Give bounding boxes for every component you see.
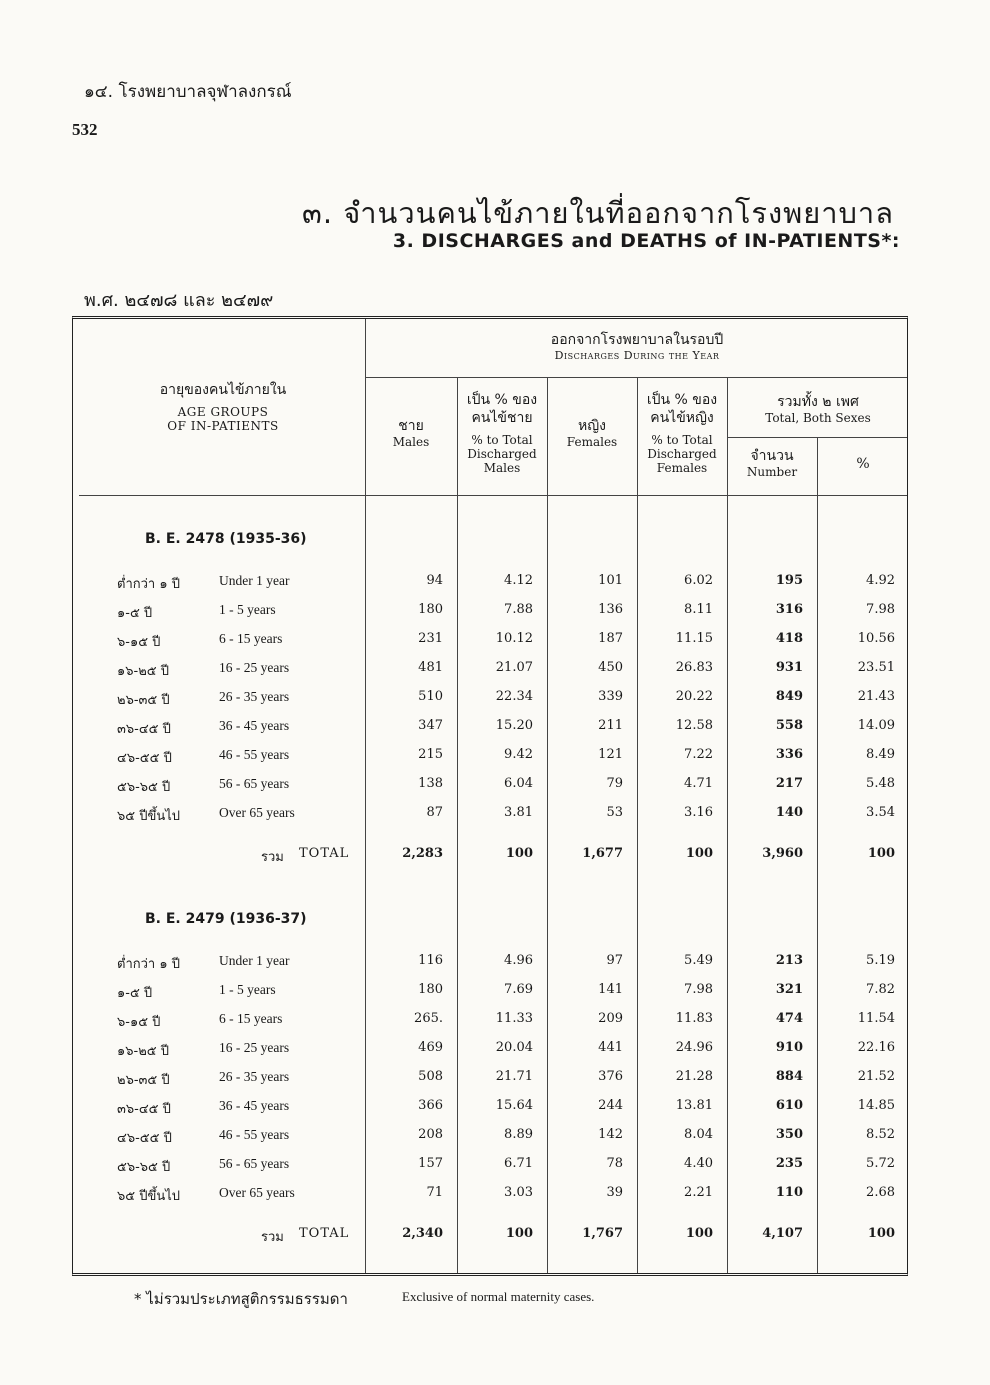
cell-total: 931	[775, 660, 803, 675]
males-header-thai: ชาย	[398, 418, 424, 434]
year-heading: B. E. 2479 (1936-37)	[145, 911, 307, 927]
cell-pct-m: 22.34	[495, 689, 533, 704]
total-cell-total: 3,960	[762, 846, 803, 861]
age-group-thai: ๒๖-๓๕ ปี	[117, 1073, 170, 1088]
cell-total: 884	[775, 1069, 803, 1084]
cell-total: 316	[775, 602, 803, 617]
cell-pct-f: 5.49	[684, 953, 713, 968]
age-group-header-thai: อายุของคนไข้ภายใน	[159, 382, 287, 398]
cell-pct-m: 21.71	[495, 1069, 533, 1084]
cell-pct-t: 10.56	[857, 631, 895, 646]
total-both-sexes-header-en: Total, Both Sexes	[765, 411, 871, 425]
table-row	[73, 1185, 909, 1213]
table-row	[73, 953, 909, 981]
cell-pct-m: 4.12	[504, 573, 533, 588]
age-group-header	[93, 381, 353, 433]
cell-pct-t: 22.16	[857, 1040, 895, 1055]
table-row	[73, 982, 909, 1010]
cell-pct-m: 21.07	[495, 660, 533, 675]
cell-pct-t: 7.82	[866, 982, 895, 997]
total-label-en: TOTAL	[299, 1226, 350, 1241]
cell-pct-f: 4.40	[684, 1156, 713, 1171]
number-header-en: Number	[746, 465, 798, 479]
age-group-en: 36 - 45 years	[219, 1098, 290, 1113]
cell-pct-t: 3.54	[866, 805, 895, 820]
cell-pct-f: 13.81	[675, 1098, 713, 1113]
females-header-thai: หญิง	[578, 418, 606, 434]
total-cell-pct-m: 100	[505, 846, 533, 861]
cell-total: 140	[775, 805, 803, 820]
age-group-thai: ๑-๕ ปี	[117, 986, 153, 1001]
total-both-sexes-header-thai: รวมทั้ง ๒ เพศ	[777, 394, 859, 410]
cell-pct-f: 11.15	[675, 631, 713, 646]
discharges-table	[72, 316, 908, 1276]
age-group-thai: ๒๖-๓๕ ปี	[117, 693, 170, 708]
age-group-thai: ๖๕ ปีขึ้นไป	[117, 1189, 181, 1204]
cell-total: 195	[775, 573, 803, 588]
cell-females: 97	[606, 953, 623, 968]
cell-pct-m: 8.89	[504, 1127, 533, 1142]
cell-pct-f: 11.83	[675, 1011, 713, 1026]
table-row	[73, 689, 909, 717]
age-group-thai: ๓๖-๔๕ ปี	[117, 1102, 171, 1117]
cell-males: 71	[426, 1185, 443, 1200]
cell-males: 508	[418, 1069, 443, 1084]
cell-females: 244	[598, 1098, 623, 1113]
cell-females: 78	[606, 1156, 623, 1171]
pct-females-header-en-1: % to Total	[651, 433, 713, 447]
total-cell-pct-t: 100	[867, 846, 895, 861]
age-group-thai: ๖๕ ปีขึ้นไป	[117, 809, 181, 824]
cell-pct-t: 5.19	[866, 953, 895, 968]
cell-pct-f: 7.98	[684, 982, 713, 997]
table-row	[73, 660, 909, 688]
table-title-en: 3. DISCHARGES and DEATHS of IN-PATIENTS*:	[392, 230, 900, 252]
total-cell-males: 2,340	[402, 1226, 443, 1241]
age-group-thai: ๑๖-๒๕ ปี	[117, 1044, 169, 1059]
cell-males: 208	[418, 1127, 443, 1142]
pct-females-header-thai-2: คนไข้หญิง	[650, 410, 714, 426]
cell-males: 510	[418, 689, 443, 704]
cell-pct-m: 7.88	[504, 602, 533, 617]
age-group-thai: ๑๖-๒๕ ปี	[117, 664, 169, 679]
cell-males: 87	[426, 805, 443, 820]
cell-pct-m: 6.04	[504, 776, 533, 791]
cell-total: 610	[775, 1098, 803, 1113]
cell-females: 209	[598, 1011, 623, 1026]
cell-males: 116	[418, 953, 443, 968]
total-both-sexes-header	[727, 393, 909, 425]
cell-pct-t: 14.09	[857, 718, 895, 733]
cell-total: 217	[775, 776, 803, 791]
age-group-en: 16 - 25 years	[219, 660, 290, 675]
cell-pct-f: 4.71	[684, 776, 713, 791]
cell-pct-f: 12.58	[675, 718, 713, 733]
cell-total: 474	[775, 1011, 803, 1026]
page-number: 532	[72, 120, 98, 139]
cell-females: 187	[598, 631, 623, 646]
cell-total: 350	[775, 1127, 803, 1142]
pct-males-header-thai-2: คนไข้ชาย	[471, 410, 533, 426]
table-row	[73, 718, 909, 746]
table-row	[73, 631, 909, 659]
cell-pct-f: 3.16	[684, 805, 713, 820]
table-row	[73, 1040, 909, 1068]
cell-females: 450	[598, 660, 623, 675]
age-group-thai: ๔๖-๕๕ ปี	[117, 751, 172, 766]
pct-females-header-thai-1: เป็น % ของ	[646, 392, 718, 408]
cell-total: 213	[775, 953, 803, 968]
cell-females: 441	[598, 1040, 623, 1055]
age-group-en: 46 - 55 years	[219, 1127, 290, 1142]
age-group-thai: ๑-๕ ปี	[117, 606, 153, 621]
age-group-thai: ต่ำกว่า ๑ ปี	[117, 957, 180, 972]
cell-females: 79	[606, 776, 623, 791]
total-label-thai: รวม	[261, 850, 284, 865]
header-rule	[727, 437, 907, 438]
cell-pct-f: 20.22	[675, 689, 713, 704]
cell-total: 321	[775, 982, 803, 997]
cell-pct-m: 11.33	[495, 1011, 533, 1026]
cell-females: 101	[598, 573, 623, 588]
total-cell-pct-f: 100	[685, 1226, 713, 1241]
cell-pct-m: 15.20	[495, 718, 533, 733]
cell-pct-m: 3.81	[504, 805, 533, 820]
age-group-en: 6 - 15 years	[219, 1011, 283, 1026]
cell-total: 110	[775, 1185, 803, 1200]
cell-pct-m: 15.64	[495, 1098, 533, 1113]
pct-males-header-en-3: Males	[483, 461, 521, 475]
table-row	[73, 573, 909, 601]
age-group-en: Under 1 year	[219, 953, 290, 968]
cell-pct-f: 7.22	[684, 747, 713, 762]
table-row	[73, 805, 909, 833]
cell-females: 141	[598, 982, 623, 997]
cell-males: 265.	[414, 1011, 443, 1026]
age-group-en: 16 - 25 years	[219, 1040, 290, 1055]
cell-pct-t: 5.48	[866, 776, 895, 791]
total-label-thai: รวม	[261, 1230, 284, 1245]
section-title: ๑๔. โรงพยาบาลจุฬาลงกรณ์	[84, 82, 292, 102]
table-row	[73, 776, 909, 804]
cell-pct-f: 2.21	[684, 1185, 713, 1200]
age-group-en: 56 - 65 years	[219, 1156, 290, 1171]
cell-total: 336	[775, 747, 803, 762]
age-group-en: 26 - 35 years	[219, 1069, 290, 1084]
total-cell-pct-m: 100	[505, 1226, 533, 1241]
cell-males: 215	[418, 747, 443, 762]
table-row	[73, 1098, 909, 1126]
cell-pct-f: 8.11	[684, 602, 713, 617]
age-group-en: Over 65 years	[219, 805, 295, 820]
age-group-thai: ๔๖-๕๕ ปี	[117, 1131, 172, 1146]
cell-pct-t: 11.54	[857, 1011, 895, 1026]
age-group-en: 1 - 5 years	[219, 982, 276, 997]
total-cell-total: 4,107	[762, 1226, 803, 1241]
cell-pct-m: 6.71	[504, 1156, 533, 1171]
cell-males: 180	[418, 982, 443, 997]
total-cell-pct-f: 100	[685, 846, 713, 861]
cell-pct-m: 4.96	[504, 953, 533, 968]
cell-pct-f: 8.04	[684, 1127, 713, 1142]
table-row	[73, 602, 909, 630]
cell-males: 138	[418, 776, 443, 791]
discharges-header	[365, 331, 909, 363]
table-row	[73, 747, 909, 775]
age-group-en: Over 65 years	[219, 1185, 295, 1200]
age-group-thai: ๕๖-๖๕ ปี	[117, 780, 171, 795]
cell-males: 157	[418, 1156, 443, 1171]
pct-males-header-en-1: % to Total	[471, 433, 533, 447]
cell-females: 142	[598, 1127, 623, 1142]
age-group-en: 56 - 65 years	[219, 776, 290, 791]
cell-total: 558	[775, 718, 803, 733]
total-cell-pct-t: 100	[867, 1226, 895, 1241]
cell-pct-f: 24.96	[675, 1040, 713, 1055]
cell-pct-m: 10.12	[495, 631, 533, 646]
cell-females: 136	[598, 602, 623, 617]
cell-pct-m: 7.69	[504, 982, 533, 997]
age-group-en: Under 1 year	[219, 573, 290, 588]
age-group-thai: ๖-๑๕ ปี	[117, 1015, 161, 1030]
females-header-en: Females	[566, 435, 618, 449]
age-group-en: 6 - 15 years	[219, 631, 283, 646]
pct-females-header	[637, 391, 727, 475]
table-row	[73, 1156, 909, 1184]
header-rule	[365, 377, 907, 378]
cell-pct-t: 8.49	[866, 747, 895, 762]
females-header	[547, 417, 637, 449]
age-group-en: 1 - 5 years	[219, 602, 276, 617]
age-group-header-en-2: OF IN-PATIENTS	[167, 419, 279, 433]
age-group-en: 46 - 55 years	[219, 747, 290, 762]
pct-females-header-en-2: Discharged	[647, 447, 717, 461]
header-rule	[79, 495, 907, 496]
cell-females: 339	[598, 689, 623, 704]
cell-pct-t: 23.51	[857, 660, 895, 675]
cell-males: 94	[426, 573, 443, 588]
pct-males-header-thai-1: เป็น % ของ	[466, 392, 538, 408]
cell-pct-f: 6.02	[684, 573, 713, 588]
cell-pct-t: 21.43	[857, 689, 895, 704]
cell-females: 211	[598, 718, 623, 733]
cell-females: 376	[598, 1069, 623, 1084]
cell-pct-t: 5.72	[866, 1156, 895, 1171]
cell-pct-f: 21.28	[675, 1069, 713, 1084]
cell-total: 235	[775, 1156, 803, 1171]
discharges-header-en: Discharges During the Year	[554, 349, 720, 362]
cell-total: 849	[775, 689, 803, 704]
cell-pct-f: 26.83	[675, 660, 713, 675]
total-cell-females: 1,677	[582, 846, 623, 861]
total-cell-males: 2,283	[402, 846, 443, 861]
males-header-en: Males	[392, 435, 430, 449]
cell-males: 469	[418, 1040, 443, 1055]
cell-males: 366	[418, 1098, 443, 1113]
males-header	[365, 417, 457, 449]
age-group-header-en-1: AGE GROUPS	[177, 405, 269, 419]
age-group-en: 26 - 35 years	[219, 689, 290, 704]
cell-pct-t: 2.68	[866, 1185, 895, 1200]
table-row	[73, 1069, 909, 1097]
year-heading: B. E. 2478 (1935-36)	[145, 531, 307, 547]
cell-pct-m: 20.04	[495, 1040, 533, 1055]
age-group-thai: ต่ำกว่า ๑ ปี	[117, 577, 180, 592]
cell-pct-t: 4.92	[866, 573, 895, 588]
total-cell-females: 1,767	[582, 1226, 623, 1241]
cell-females: 121	[598, 747, 623, 762]
age-group-thai: ๕๖-๖๕ ปี	[117, 1160, 171, 1175]
number-header	[727, 447, 817, 479]
cell-males: 231	[418, 631, 443, 646]
cell-males: 347	[418, 718, 443, 733]
footnote-en: Exclusive of normal maternity cases.	[402, 1289, 595, 1304]
cell-females: 39	[606, 1185, 623, 1200]
cell-pct-m: 9.42	[504, 747, 533, 762]
cell-pct-t: 14.85	[857, 1098, 895, 1113]
footnote-thai: * ไม่รวมประเภทสูติกรรมธรรมดา	[134, 1290, 348, 1308]
pct-females-header-en-3: Females	[656, 461, 708, 475]
percent-header: %	[856, 456, 870, 472]
cell-males: 180	[418, 602, 443, 617]
cell-total: 910	[775, 1040, 803, 1055]
table-title-thai: ๓. จำนวนคนไข้ภายในที่ออกจากโรงพยาบาล	[302, 196, 894, 230]
table-row	[73, 1127, 909, 1155]
number-header-thai: จำนวน	[750, 448, 794, 464]
discharges-header-thai: ออกจากโรงพยาบาลในรอบปี	[550, 332, 724, 348]
pct-males-header-en-2: Discharged	[467, 447, 537, 461]
cell-total: 418	[775, 631, 803, 646]
cell-pct-t: 8.52	[866, 1127, 895, 1142]
cell-pct-m: 3.03	[504, 1185, 533, 1200]
age-group-thai: ๓๖-๔๕ ปี	[117, 722, 171, 737]
total-label-en: TOTAL	[299, 846, 350, 861]
pct-males-header	[457, 391, 547, 475]
cell-males: 481	[418, 660, 443, 675]
cell-pct-t: 21.52	[857, 1069, 895, 1084]
age-group-en: 36 - 45 years	[219, 718, 290, 733]
cell-pct-t: 7.98	[866, 602, 895, 617]
cell-females: 53	[606, 805, 623, 820]
years-thai: พ.ศ. ๒๔๗๘ และ ๒๔๗๙	[84, 290, 274, 311]
age-group-thai: ๖-๑๕ ปี	[117, 635, 161, 650]
table-row	[73, 1011, 909, 1039]
